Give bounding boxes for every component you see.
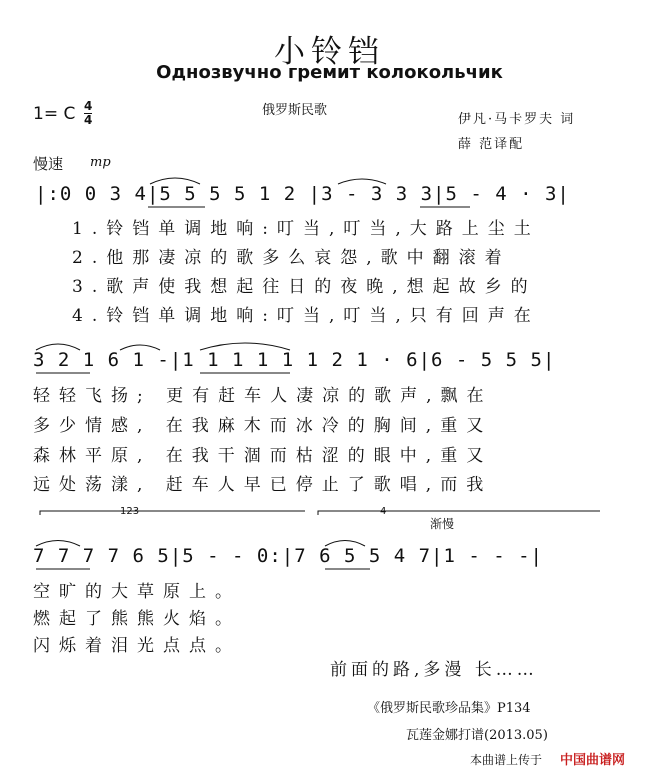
dynamic-marking: mp bbox=[90, 155, 111, 170]
meter-bottom: 4 bbox=[84, 113, 93, 127]
slur bbox=[150, 178, 200, 184]
song-title: 小铃铛 bbox=[274, 34, 385, 70]
slur bbox=[120, 345, 160, 350]
lyric-line-2-verse-3: 森林平原, 在我干涸而枯涩的眼中,重又 bbox=[33, 446, 493, 466]
tempo-marking: 慢速 bbox=[33, 155, 64, 173]
lyric-line-2-verse-2: 多少情感, 在我麻木而冰冷的胸间,重又 bbox=[33, 416, 493, 436]
lyric-line-2-verse-1: 轻轻飞扬; 更有赶车人凄凉的歌声,飘在 bbox=[33, 386, 493, 406]
volta-bracket-2 bbox=[318, 511, 600, 515]
ending-lyric: 前面的路,多漫 长…… bbox=[330, 660, 538, 680]
notation-line-3: 7 7 7 7 6 5|5 - - 0:|7 6 5 5 4 7|1 - - -| bbox=[33, 545, 543, 567]
lyric-line-3-verse-2: 燃起了熊熊火焰。 bbox=[33, 609, 241, 629]
source-credit: 《俄罗斯民歌珍品集》P134 bbox=[367, 701, 531, 716]
lyric-line-1-verse-1: 1.铃铛单调地响:叮当,叮当,大路上尘土 bbox=[72, 219, 540, 239]
song-origin: 俄罗斯民歌 bbox=[262, 103, 328, 118]
key-signature: 1= C bbox=[33, 104, 76, 124]
slur bbox=[36, 541, 80, 547]
notation-line-2: 3 2 1 6 1 -|1 1 1 1 1 1 2 1 · 6|6 - 5 5 5| bbox=[33, 349, 556, 371]
song-subtitle: Однозвучно гремит колокольчик bbox=[156, 62, 503, 83]
arranger-credit: 薛 范译配 bbox=[458, 137, 525, 152]
volta-first-ending: 123 bbox=[120, 506, 140, 517]
upload-note: 本曲谱上传于 bbox=[470, 753, 543, 767]
lyric-line-1-verse-2: 2.他那凄凉的歌多么哀怨,歌中翻滚着 bbox=[72, 248, 511, 268]
slur bbox=[200, 343, 290, 350]
slur bbox=[36, 344, 80, 350]
notation-line-1: |:0 0 3 4|5 5 5 5 1 2 |3 - 3 3 3|5 - 4 · 3| bbox=[35, 183, 570, 205]
lyricist-credit: 伊凡·马卡罗夫 词 bbox=[458, 112, 576, 127]
lyric-line-2-verse-4: 远处荡漾, 赶车人早已停止了歌唱,而我 bbox=[33, 475, 493, 495]
lyric-line-1-verse-4: 4.铃铛单调地响:叮当,叮当,只有回声在 bbox=[72, 306, 540, 326]
slur bbox=[325, 541, 365, 547]
volta-second-ending: 4 bbox=[380, 506, 387, 517]
transcriber-credit: 瓦莲金娜打谱(2013.05) bbox=[406, 728, 548, 743]
site-brand: 中国曲谱网 bbox=[560, 753, 626, 768]
volta-bracket-1 bbox=[40, 511, 305, 515]
slur bbox=[338, 179, 386, 184]
meter-top: 4 bbox=[84, 99, 93, 113]
lyric-line-3-verse-3: 闪烁着泪光点点。 bbox=[33, 636, 241, 656]
ritardando-marking: 渐慢 bbox=[430, 517, 455, 531]
lyric-line-3-verse-1: 空旷的大草原上。 bbox=[33, 582, 241, 602]
lyric-line-1-verse-3: 3.歌声使我想起往日的夜晚,想起故乡的 bbox=[72, 277, 537, 297]
